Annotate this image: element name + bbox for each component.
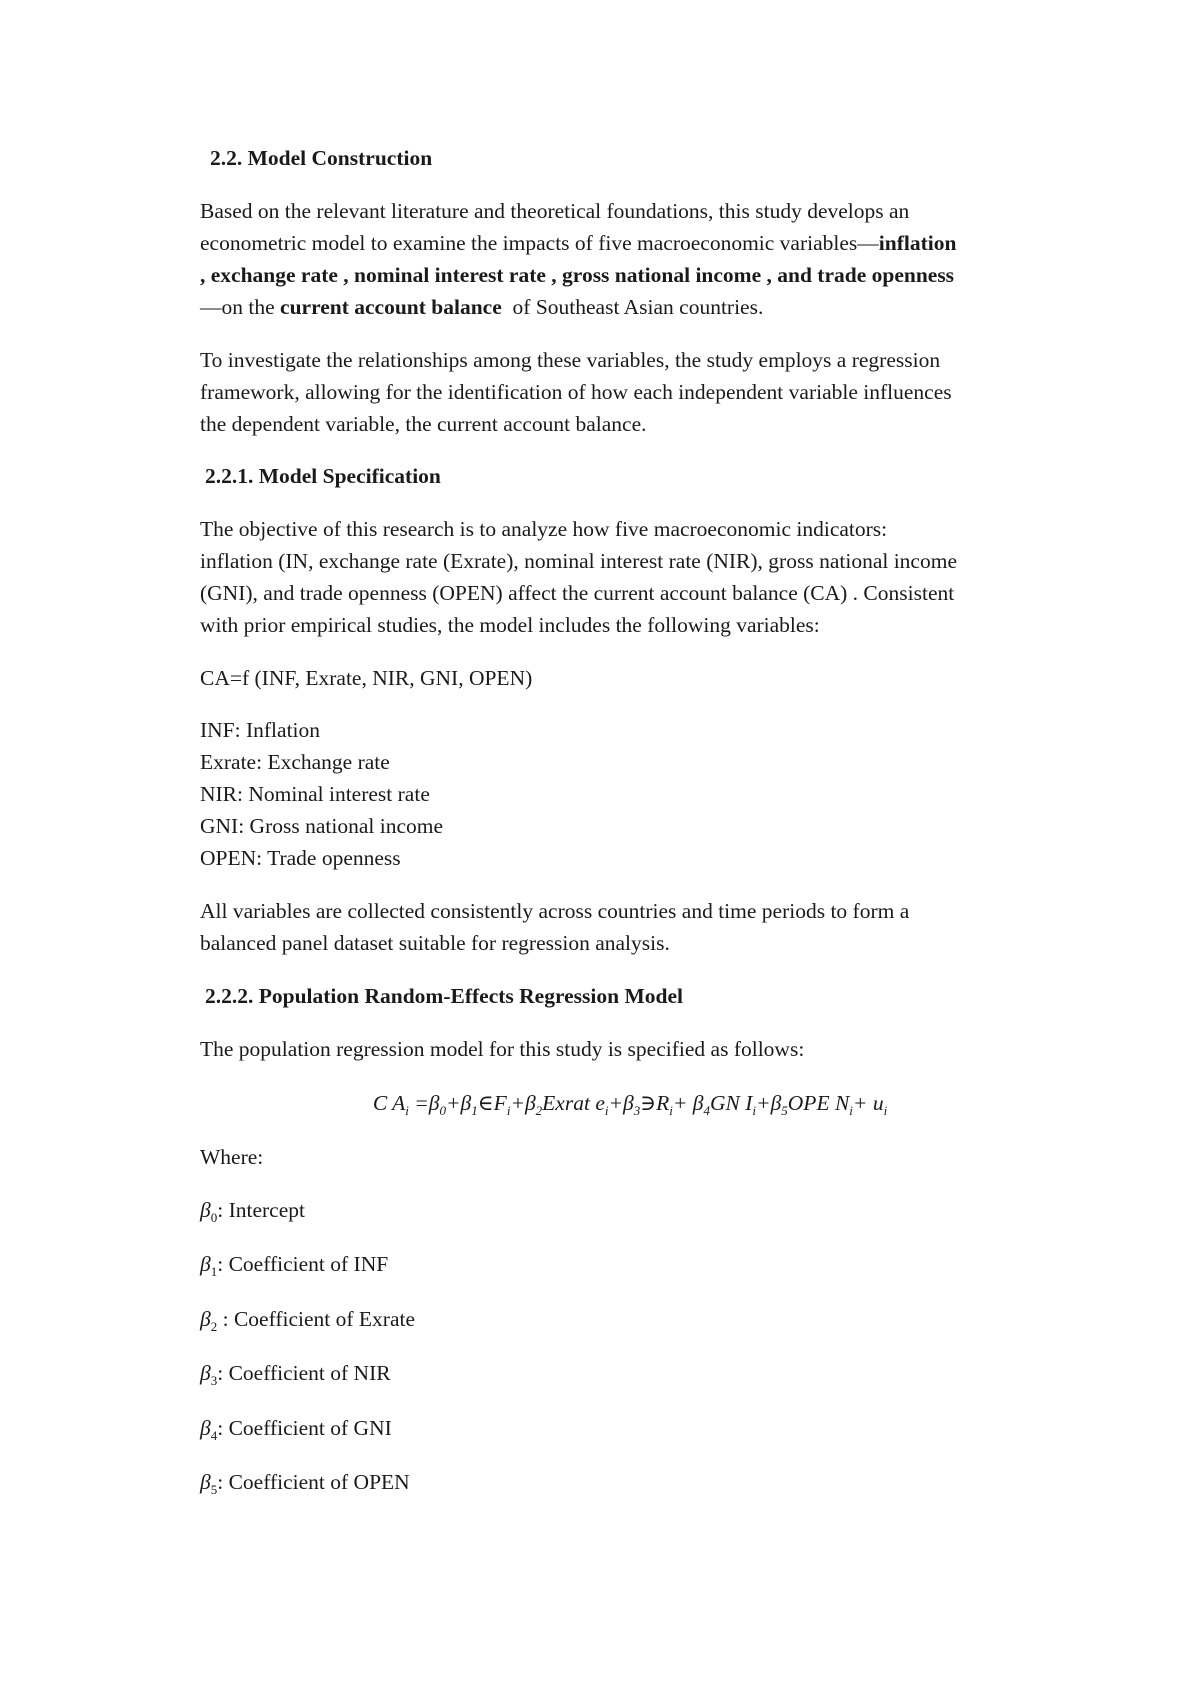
bold-text-run: , exchange rate , nominal interest rate , gross national income , and trade openness bbox=[200, 263, 955, 287]
beta-symbol: β bbox=[200, 1361, 211, 1385]
eq-term: + bbox=[672, 1091, 688, 1115]
variable-item: GNI: Gross national income bbox=[200, 814, 444, 838]
eq-subscript: 2 bbox=[535, 1103, 543, 1118]
beta-symbol: β bbox=[200, 1470, 211, 1494]
coef-subscript: 3 bbox=[210, 1373, 218, 1388]
model-function: CA=f (INF, Exrate, NIR, GNI, OPEN) bbox=[200, 666, 533, 690]
eq-subscript: i bbox=[506, 1103, 511, 1118]
eq-subscript: i bbox=[849, 1103, 853, 1118]
paragraph-line: framework, allowing for the identification of how each independent variable influences bbox=[200, 380, 952, 404]
eq-term: C A bbox=[372, 1091, 406, 1115]
coef-description: : Coefficient of NIR bbox=[217, 1361, 391, 1385]
eq-subscript: 5 bbox=[781, 1103, 788, 1118]
eq-subscript: i bbox=[883, 1103, 888, 1118]
coef-description: : Coefficient of Exrate bbox=[217, 1307, 416, 1331]
beta-symbol: β bbox=[200, 1198, 211, 1222]
paragraph-line: (GNI), and trade openness (OPEN) affect the current account balance (CA) . Consistent bbox=[200, 581, 955, 605]
paragraph-line: To investigate the relationships among these variables, the study employs a regression bbox=[200, 348, 941, 372]
coefficient-item bbox=[200, 1248, 388, 1280]
eq-subscript: 1 bbox=[471, 1103, 478, 1118]
text-run: —on the bbox=[200, 295, 281, 319]
eq-term: u bbox=[872, 1091, 884, 1115]
eq-term: β bbox=[692, 1091, 704, 1115]
coef-subscript: 5 bbox=[210, 1482, 218, 1497]
eq-subscript: 3 bbox=[633, 1103, 641, 1118]
paragraph-line bbox=[200, 291, 1080, 323]
eq-subscript: i bbox=[405, 1103, 409, 1118]
eq-term: Exrat e bbox=[542, 1091, 605, 1115]
paragraph-line: The objective of this research is to analyze how five macroeconomic indicators: bbox=[200, 517, 888, 541]
coefficient-item bbox=[200, 1412, 392, 1444]
eq-term: OPE N bbox=[787, 1091, 850, 1115]
paragraph-line: The population regression model for this study is specified as follows: bbox=[200, 1037, 805, 1061]
paragraph-line: with prior empirical studies, the model includes the following variables: bbox=[200, 613, 820, 637]
coef-description: : Coefficient of OPEN bbox=[217, 1470, 410, 1494]
subsection-heading: 2.2.2. Population Random-Effects Regression Model bbox=[205, 984, 683, 1008]
eq-term: β bbox=[770, 1091, 782, 1115]
eq-term: + bbox=[852, 1091, 868, 1115]
eq-subscript: i bbox=[669, 1103, 673, 1118]
coef-subscript: 1 bbox=[210, 1264, 218, 1279]
eq-subscript: 4 bbox=[703, 1103, 711, 1118]
coef-subscript: 4 bbox=[210, 1428, 218, 1443]
eq-subscript: i bbox=[604, 1103, 609, 1118]
coefficient-item bbox=[200, 1194, 305, 1226]
eq-term: ∈F bbox=[477, 1091, 507, 1115]
coefficient-item bbox=[200, 1466, 410, 1498]
eq-term: + bbox=[756, 1091, 771, 1115]
beta-symbol: β bbox=[200, 1307, 211, 1331]
eq-subscript: i bbox=[752, 1103, 757, 1118]
subsection-heading: 2.2.1. Model Specification bbox=[205, 464, 441, 488]
paragraph-line: the dependent variable, the current account balance. bbox=[200, 412, 647, 436]
coef-description: : Coefficient of INF bbox=[217, 1252, 389, 1276]
eq-term: + bbox=[608, 1091, 623, 1115]
coef-subscript: 2 bbox=[210, 1319, 218, 1334]
section-heading: 2.2. Model Construction bbox=[210, 146, 433, 170]
paragraph-line: All variables are collected consistently across countries and time periods to form a bbox=[200, 899, 910, 923]
text-run: econometric model to examine the impacts of five macroeconomic variables— bbox=[200, 231, 879, 255]
coefficient-item bbox=[200, 1357, 391, 1389]
coefficient-item bbox=[200, 1303, 415, 1335]
beta-symbol: β bbox=[200, 1252, 211, 1276]
coef-subscript: 0 bbox=[210, 1210, 218, 1225]
beta-symbol: β bbox=[200, 1416, 211, 1440]
eq-term: ∋R bbox=[640, 1091, 670, 1115]
eq-term: = bbox=[408, 1091, 429, 1115]
paragraph-line bbox=[200, 227, 1080, 259]
bold-text-run: inflation bbox=[878, 231, 957, 255]
paragraph-line: Based on the relevant literature and theoretical foundations, this study develops an bbox=[200, 199, 910, 223]
coef-description: : Intercept bbox=[217, 1198, 305, 1222]
eq-term: + bbox=[446, 1091, 461, 1115]
eq-term: β bbox=[428, 1091, 440, 1115]
paragraph-line bbox=[200, 259, 1080, 291]
variable-item: Exrate: Exchange rate bbox=[200, 750, 390, 774]
variable-item: NIR: Nominal interest rate bbox=[200, 782, 430, 806]
eq-term: β bbox=[460, 1091, 472, 1115]
eq-term: β bbox=[623, 1091, 634, 1115]
eq-term: β bbox=[524, 1091, 536, 1115]
eq-term: GN I bbox=[710, 1091, 753, 1115]
paragraph-line: inflation (IN, exchange rate (Exrate), nominal interest rate (NIR), gross national income bbox=[200, 549, 957, 573]
regression-equation bbox=[0, 1087, 1200, 1119]
variable-item: OPEN: Trade openness bbox=[200, 846, 401, 870]
text-run: of Southeast Asian countries. bbox=[501, 295, 764, 319]
variable-item: INF: Inflation bbox=[200, 718, 321, 742]
bold-text-run: current account balance bbox=[280, 295, 502, 319]
where-label: Where: bbox=[200, 1145, 264, 1169]
eq-subscript: 0 bbox=[439, 1103, 447, 1118]
paragraph-line: balanced panel dataset suitable for regression analysis. bbox=[200, 931, 670, 955]
coef-description: : Coefficient of GNI bbox=[217, 1416, 392, 1440]
eq-term: + bbox=[510, 1091, 525, 1115]
